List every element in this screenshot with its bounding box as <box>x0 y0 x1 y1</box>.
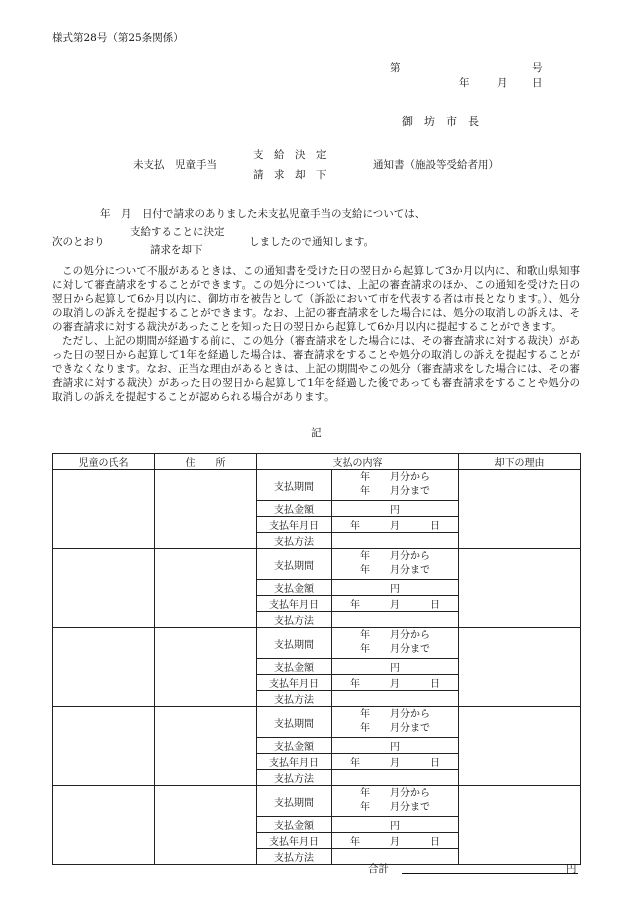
date-label: 支払年月日 <box>257 675 332 691</box>
method-label: 支払方法 <box>257 770 332 786</box>
period-to: 年 月分まで <box>360 723 430 734</box>
period-to: 年 月分まで <box>360 565 430 576</box>
date-value[interactable]: 年 月 日 <box>332 596 459 612</box>
date-year: 年 <box>459 77 470 89</box>
date-value[interactable]: 年 月 日 <box>332 754 459 770</box>
period-to: 年 月分まで <box>360 802 430 813</box>
period-from: 年 月分から <box>360 630 430 641</box>
period-from: 年 月分から <box>360 788 430 799</box>
appeal-notice <box>52 264 580 404</box>
date-label: 支払年月日 <box>257 596 332 612</box>
header-address: 住 所 <box>155 454 257 470</box>
method-value[interactable] <box>332 849 459 865</box>
payment-table <box>52 453 581 865</box>
child-name-cell[interactable] <box>53 549 155 628</box>
amount-value[interactable]: 円 <box>332 738 459 754</box>
child-name-cell[interactable] <box>53 707 155 786</box>
period-label: 支払期間 <box>257 470 332 501</box>
ki-marker: 記 <box>311 427 322 439</box>
child-name-cell[interactable] <box>53 470 155 549</box>
date-label: 支払年月日 <box>257 517 332 533</box>
period-value[interactable] <box>332 786 459 817</box>
amount-label: 支払金額 <box>257 501 332 517</box>
reason-cell[interactable] <box>459 628 581 707</box>
date-label: 支払年月日 <box>257 754 332 770</box>
address-cell[interactable] <box>155 549 257 628</box>
header-reason: 却下の理由 <box>459 454 581 470</box>
issuer: 御 坊 市 長 <box>402 115 479 128</box>
method-value[interactable] <box>332 612 459 628</box>
method-label: 支払方法 <box>257 849 332 865</box>
date-month: 月 <box>497 77 508 89</box>
amount-label: 支払金額 <box>257 738 332 754</box>
period-value[interactable] <box>332 549 459 580</box>
period-from: 年 月分から <box>360 709 430 720</box>
method-value[interactable] <box>332 770 459 786</box>
period-to: 年 月分まで <box>360 486 430 497</box>
address-cell[interactable] <box>155 786 257 865</box>
period-label: 支払期間 <box>257 628 332 659</box>
intro-line: 年 月 日付で請求のありました未支払児童手当の支給については、 <box>100 208 426 220</box>
child-name-cell[interactable] <box>53 628 155 707</box>
number-label: 第 <box>390 62 401 74</box>
appeal-notice-para1: この処分について不服があるときは、この通知書を受けた日の翌日から起算して3か月以内に、和歌山県知事に対して審査請求をすることができます。この処分については、上記の審査請求のほか、この通知を受けた日の翌日から起算して6か月以内に、御坊市を被告として（訴訟において市を代表する者は市長となります。）、処分の取消しの訴えを提起することができます。なお、上記の審査請求をした場合には、処分の取消しの訴えは、その審査請求に対する裁決があったことを知った日の翌日から起算して6か月以内に提起することができます。 <box>52 265 580 333</box>
period-from: 年 月分から <box>360 472 430 483</box>
period-value[interactable] <box>332 470 459 501</box>
amount-label: 支払金額 <box>257 817 332 833</box>
period-to: 年 月分まで <box>360 644 430 655</box>
amount-label: 支払金額 <box>257 659 332 675</box>
period-label: 支払期間 <box>257 549 332 580</box>
header-child-name: 児童の氏名 <box>53 454 155 470</box>
amount-value[interactable]: 円 <box>332 501 459 517</box>
amount-value[interactable]: 円 <box>332 580 459 596</box>
date-value[interactable]: 年 月 日 <box>332 675 459 691</box>
intro-option-decide: 支給することに決定 <box>130 226 225 238</box>
child-name-cell[interactable] <box>53 786 155 865</box>
method-label: 支払方法 <box>257 691 332 707</box>
period-label: 支払期間 <box>257 707 332 738</box>
method-label: 支払方法 <box>257 612 332 628</box>
period-from: 年 月分から <box>360 551 430 562</box>
title-option-decide: 支 給 決 定 <box>253 149 327 161</box>
reason-cell[interactable] <box>459 470 581 549</box>
title-option-reject: 請 求 却 下 <box>253 169 327 181</box>
reason-cell[interactable] <box>459 786 581 865</box>
address-cell[interactable] <box>155 707 257 786</box>
address-cell[interactable] <box>155 628 257 707</box>
date-value[interactable]: 年 月 日 <box>332 833 459 849</box>
total-unit: 円 <box>566 863 577 875</box>
method-label: 支払方法 <box>257 533 332 549</box>
period-label: 支払期間 <box>257 786 332 817</box>
method-value[interactable] <box>332 691 459 707</box>
amount-label: 支払金額 <box>257 580 332 596</box>
number-suffix: 号 <box>532 62 543 74</box>
title-right: 通知書（施設等受給者用） <box>373 159 499 171</box>
intro-option-reject: 請求を却下 <box>150 244 203 256</box>
total-line[interactable] <box>402 873 578 874</box>
reason-cell[interactable] <box>459 707 581 786</box>
method-value[interactable] <box>332 533 459 549</box>
appeal-notice-para2: ただし、上記の期間が経過する前に、この処分（審査請求をした場合には、その審査請求に対する裁決）があった日の翌日から起算して1年を経過した場合は、審査請求をすることや処分の取消しの訴えを提起することができなくなります。なお、正当な理由があるときは、上記の期間やこの処分（審査請求をした場合には、その審査請求に対する裁決）があった日の翌日から起算して1年を経過した後であっても審査請求をすることや処分の取消しの訴えを提起することが認められる場合があります。 <box>52 335 580 403</box>
period-value[interactable] <box>332 628 459 659</box>
reason-cell[interactable] <box>459 549 581 628</box>
header-payment: 支払の内容 <box>257 454 459 470</box>
intro-prefix: 次のとおり <box>52 236 105 248</box>
date-label: 支払年月日 <box>257 833 332 849</box>
title-left: 未支払 児童手当 <box>133 159 217 171</box>
amount-value[interactable]: 円 <box>332 817 459 833</box>
intro-suffix: しましたので通知します。 <box>249 236 375 248</box>
total-label: 合計 <box>368 863 389 875</box>
amount-value[interactable]: 円 <box>332 659 459 675</box>
period-value[interactable] <box>332 707 459 738</box>
date-day: 日 <box>532 77 543 89</box>
address-cell[interactable] <box>155 470 257 549</box>
form-id: 様式第28号（第25条関係） <box>52 32 184 44</box>
date-value[interactable]: 年 月 日 <box>332 517 459 533</box>
